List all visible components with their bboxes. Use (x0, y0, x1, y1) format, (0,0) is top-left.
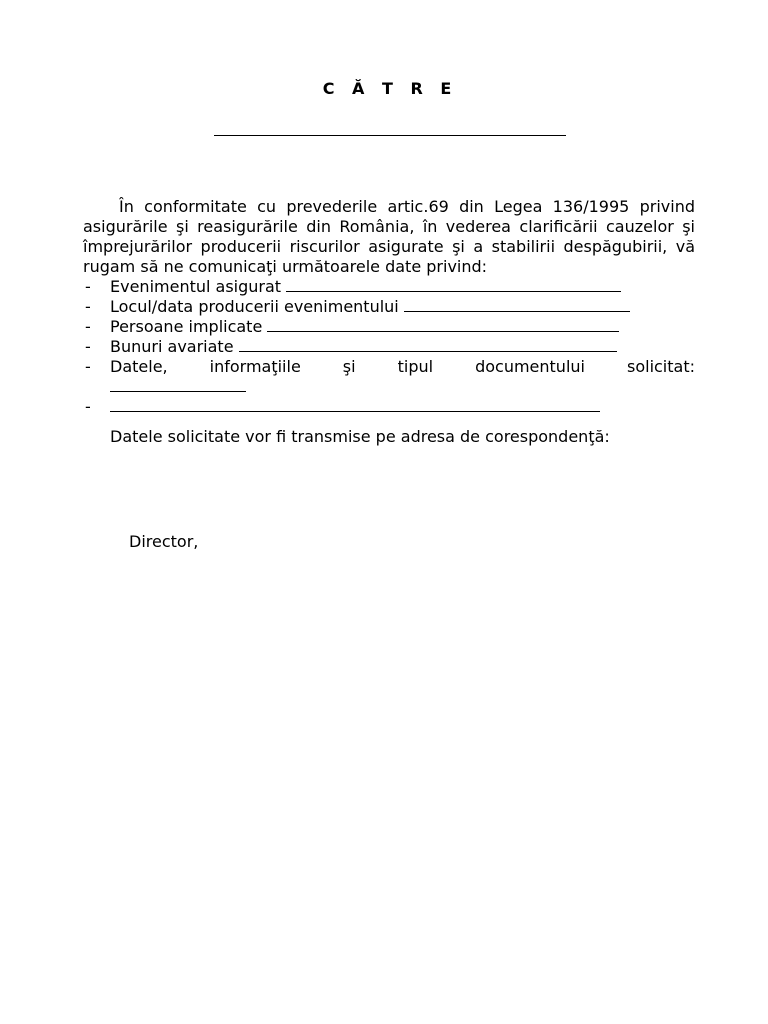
item-label: Datele, informaţiile şi tipul documentului solicitat: (110, 357, 695, 376)
bullet-dash: - (85, 357, 91, 376)
item-label: Bunuri avariate (110, 337, 234, 356)
fill-blank-line (267, 317, 619, 332)
signature-label: Director, (129, 532, 199, 551)
document-title: C Ă T R E (322, 79, 458, 98)
fill-blank-line (110, 397, 600, 412)
fill-blank-line (239, 337, 617, 352)
fill-blank-line (286, 277, 621, 292)
list-item (83, 317, 695, 337)
fill-blank-line (110, 377, 246, 392)
recipient-blank-line (214, 121, 566, 136)
item-label: Locul/data producerii evenimentului (110, 297, 399, 316)
bullet-dash: - (85, 337, 91, 356)
requested-data-list (83, 277, 695, 417)
closing-sentence: Datele solicitate vor fi transmise pe adresa de corespondenţă: (110, 427, 610, 446)
bullet-dash: - (85, 297, 91, 316)
item-label: Persoane implicate (110, 317, 263, 336)
bullet-dash: - (85, 277, 91, 296)
fill-blank-line (404, 297, 630, 312)
list-item (83, 397, 695, 417)
document-body (83, 197, 695, 447)
bullet-dash: - (85, 317, 91, 336)
list-item (83, 337, 695, 357)
list-item (83, 277, 695, 297)
item-label: Evenimentul asigurat (110, 277, 282, 296)
intro-paragraph: În conformitate cu prevederile artic.69 din Legea 136/1995 privind asigurările şi reasigurările din România, în vederea clarificării cauzelor şi împrejurărilor producerii riscurilor asigurate şi a stabilirii despăgubirii, vă rugam să ne comunicaţi următoarele date privind: (83, 197, 695, 276)
list-item (83, 297, 695, 317)
list-item (83, 357, 695, 397)
bullet-dash: - (85, 397, 91, 416)
